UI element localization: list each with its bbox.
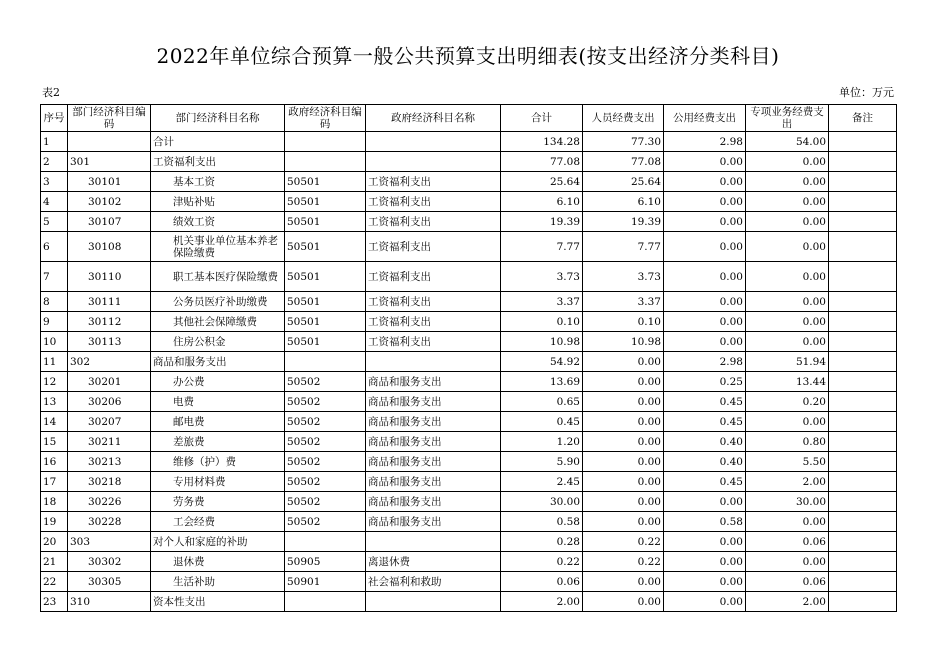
seq-cell: 23 — [41, 592, 68, 612]
total-cell: 0.45 — [501, 412, 583, 432]
dept-name-cell: 住房公积金 — [151, 332, 285, 352]
note-cell — [829, 312, 897, 332]
dept-code-cell: 30211 — [68, 432, 151, 452]
dept-name-cell: 职工基本医疗保险缴费 — [151, 262, 285, 292]
note-cell — [829, 352, 897, 372]
dept-name-cell: 对个人和家庭的补助 — [151, 532, 285, 552]
public-cell: 0.00 — [664, 312, 746, 332]
dept-name-cell: 资本性支出 — [151, 592, 285, 612]
public-cell: 0.00 — [664, 232, 746, 262]
header-total: 合计 — [501, 105, 583, 132]
gov-name-cell: 商品和服务支出 — [366, 412, 501, 432]
note-cell — [829, 432, 897, 452]
expenditure-table — [40, 104, 897, 612]
gov-name-cell — [366, 132, 501, 152]
note-cell — [829, 292, 897, 312]
total-cell: 7.77 — [501, 232, 583, 262]
gov-code-cell: 50502 — [285, 492, 366, 512]
note-cell — [829, 452, 897, 472]
special-cell: 0.00 — [746, 192, 829, 212]
dept-code-cell — [68, 132, 151, 152]
gov-code-cell: 50502 — [285, 372, 366, 392]
note-cell — [829, 552, 897, 572]
dept-name-cell: 公务员医疗补助缴费 — [151, 292, 285, 312]
seq-cell: 9 — [41, 312, 68, 332]
dept-name-cell: 劳务费 — [151, 492, 285, 512]
table-row — [41, 132, 897, 152]
special-cell: 0.00 — [746, 292, 829, 312]
seq-cell: 6 — [41, 232, 68, 262]
dept-code-cell: 30110 — [68, 262, 151, 292]
dept-name-cell: 邮电费 — [151, 412, 285, 432]
public-cell: 0.45 — [664, 392, 746, 412]
gov-name-cell: 离退休费 — [366, 552, 501, 572]
gov-name-cell: 工资福利支出 — [366, 172, 501, 192]
personnel-cell: 6.10 — [583, 192, 664, 212]
special-cell: 0.00 — [746, 172, 829, 192]
table-row — [41, 332, 897, 352]
seq-cell: 4 — [41, 192, 68, 212]
table-row — [41, 262, 897, 292]
seq-cell: 19 — [41, 512, 68, 532]
total-cell: 0.22 — [501, 552, 583, 572]
header-gov-code: 政府经济科目编码 — [285, 105, 366, 132]
seq-cell: 15 — [41, 432, 68, 452]
gov-code-cell: 50501 — [285, 192, 366, 212]
gov-name-cell: 商品和服务支出 — [366, 372, 501, 392]
total-cell: 3.37 — [501, 292, 583, 312]
total-cell: 2.00 — [501, 592, 583, 612]
special-cell: 0.80 — [746, 432, 829, 452]
gov-name-cell: 工资福利支出 — [366, 232, 501, 262]
note-cell — [829, 512, 897, 532]
personnel-cell: 0.00 — [583, 512, 664, 532]
public-cell: 0.00 — [664, 192, 746, 212]
seq-cell: 20 — [41, 532, 68, 552]
gov-code-cell: 50502 — [285, 412, 366, 432]
dept-name-cell: 差旅费 — [151, 432, 285, 452]
gov-code-cell — [285, 532, 366, 552]
gov-code-cell — [285, 592, 366, 612]
special-cell: 2.00 — [746, 472, 829, 492]
header-special: 专项业务经费支出 — [746, 105, 829, 132]
dept-name-cell: 维修（护）费 — [151, 452, 285, 472]
note-cell — [829, 592, 897, 612]
public-cell: 0.00 — [664, 552, 746, 572]
dept-name-cell: 基本工资 — [151, 172, 285, 192]
dept-name-cell: 电费 — [151, 392, 285, 412]
dept-code-cell: 30111 — [68, 292, 151, 312]
special-cell: 0.00 — [746, 232, 829, 262]
special-cell: 0.00 — [746, 152, 829, 172]
special-cell: 0.00 — [746, 412, 829, 432]
special-cell: 30.00 — [746, 492, 829, 512]
dept-code-cell: 302 — [68, 352, 151, 372]
special-cell: 13.44 — [746, 372, 829, 392]
public-cell: 0.00 — [664, 152, 746, 172]
public-cell: 0.45 — [664, 472, 746, 492]
dept-name-cell: 工会经费 — [151, 512, 285, 532]
gov-code-cell: 50502 — [285, 512, 366, 532]
special-cell: 0.00 — [746, 332, 829, 352]
personnel-cell: 3.37 — [583, 292, 664, 312]
personnel-cell: 0.00 — [583, 392, 664, 412]
dept-code-cell: 310 — [68, 592, 151, 612]
special-cell: 0.00 — [746, 312, 829, 332]
total-cell: 0.28 — [501, 532, 583, 552]
public-cell: 0.00 — [664, 332, 746, 352]
total-cell: 10.98 — [501, 332, 583, 352]
total-cell: 25.64 — [501, 172, 583, 192]
dept-name-cell: 津贴补贴 — [151, 192, 285, 212]
gov-name-cell: 社会福利和救助 — [366, 572, 501, 592]
dept-code-cell: 30108 — [68, 232, 151, 262]
personnel-cell: 0.00 — [583, 432, 664, 452]
personnel-cell: 0.22 — [583, 532, 664, 552]
seq-cell: 5 — [41, 212, 68, 232]
dept-code-cell: 30228 — [68, 512, 151, 532]
total-cell: 1.20 — [501, 432, 583, 452]
total-cell: 0.65 — [501, 392, 583, 412]
public-cell: 0.58 — [664, 512, 746, 532]
seq-cell: 11 — [41, 352, 68, 372]
personnel-cell: 3.73 — [583, 262, 664, 292]
dept-name-cell: 机关事业单位基本养老保险缴费 — [151, 232, 285, 262]
gov-code-cell: 50502 — [285, 392, 366, 412]
table-number: 表2 — [42, 86, 60, 99]
public-cell: 0.00 — [664, 292, 746, 312]
note-cell — [829, 152, 897, 172]
header-dept-name: 部门经济科目名称 — [151, 105, 285, 132]
dept-name-cell: 合计 — [151, 132, 285, 152]
header-dept-code: 部门经济科目编码 — [68, 105, 151, 132]
personnel-cell: 25.64 — [583, 172, 664, 192]
table-row — [41, 572, 897, 592]
personnel-cell: 0.00 — [583, 412, 664, 432]
special-cell: 0.06 — [746, 572, 829, 592]
gov-name-cell: 商品和服务支出 — [366, 432, 501, 452]
note-cell — [829, 212, 897, 232]
dept-code-cell: 30207 — [68, 412, 151, 432]
gov-code-cell — [285, 132, 366, 152]
seq-cell: 10 — [41, 332, 68, 352]
dept-code-cell: 30302 — [68, 552, 151, 572]
dept-code-cell: 30101 — [68, 172, 151, 192]
total-cell: 30.00 — [501, 492, 583, 512]
gov-name-cell — [366, 152, 501, 172]
gov-name-cell: 商品和服务支出 — [366, 492, 501, 512]
special-cell: 0.00 — [746, 262, 829, 292]
seq-cell: 2 — [41, 152, 68, 172]
note-cell — [829, 332, 897, 352]
dept-code-cell: 30206 — [68, 392, 151, 412]
total-cell: 77.08 — [501, 152, 583, 172]
public-cell: 0.40 — [664, 452, 746, 472]
dept-code-cell: 30213 — [68, 452, 151, 472]
table-row — [41, 452, 897, 472]
table-row — [41, 512, 897, 532]
unit-label: 单位：万元 — [839, 86, 894, 99]
total-cell: 3.73 — [501, 262, 583, 292]
gov-code-cell: 50501 — [285, 312, 366, 332]
public-cell: 0.00 — [664, 262, 746, 292]
seq-cell: 16 — [41, 452, 68, 472]
seq-cell: 22 — [41, 572, 68, 592]
public-cell: 0.00 — [664, 572, 746, 592]
dept-name-cell: 办公费 — [151, 372, 285, 392]
gov-name-cell: 工资福利支出 — [366, 292, 501, 312]
public-cell: 0.25 — [664, 372, 746, 392]
gov-name-cell: 商品和服务支出 — [366, 392, 501, 412]
gov-name-cell: 工资福利支出 — [366, 312, 501, 332]
header-seq: 序号 — [41, 105, 68, 132]
public-cell: 2.98 — [664, 132, 746, 152]
gov-code-cell: 50901 — [285, 572, 366, 592]
table-row — [41, 192, 897, 212]
table-row — [41, 212, 897, 232]
gov-name-cell: 商品和服务支出 — [366, 452, 501, 472]
special-cell: 0.00 — [746, 512, 829, 532]
dept-code-cell: 30113 — [68, 332, 151, 352]
dept-name-cell: 商品和服务支出 — [151, 352, 285, 372]
table-row — [41, 552, 897, 572]
dept-code-cell: 303 — [68, 532, 151, 552]
gov-name-cell: 商品和服务支出 — [366, 472, 501, 492]
personnel-cell: 0.10 — [583, 312, 664, 332]
gov-code-cell: 50502 — [285, 432, 366, 452]
personnel-cell: 0.00 — [583, 592, 664, 612]
note-cell — [829, 172, 897, 192]
table-row — [41, 412, 897, 432]
table-row — [41, 432, 897, 452]
note-cell — [829, 132, 897, 152]
header-note: 备注 — [829, 105, 897, 132]
total-cell: 6.10 — [501, 192, 583, 212]
total-cell: 54.92 — [501, 352, 583, 372]
note-cell — [829, 492, 897, 512]
table-row — [41, 372, 897, 392]
dept-name-cell: 绩效工资 — [151, 212, 285, 232]
total-cell: 19.39 — [501, 212, 583, 232]
total-cell: 5.90 — [501, 452, 583, 472]
seq-cell: 18 — [41, 492, 68, 512]
public-cell: 0.00 — [664, 172, 746, 192]
note-cell — [829, 262, 897, 292]
seq-cell: 13 — [41, 392, 68, 412]
table-row — [41, 592, 897, 612]
gov-name-cell: 工资福利支出 — [366, 332, 501, 352]
note-cell — [829, 572, 897, 592]
note-cell — [829, 232, 897, 262]
gov-code-cell: 50501 — [285, 292, 366, 312]
gov-name-cell: 工资福利支出 — [366, 212, 501, 232]
seq-cell: 8 — [41, 292, 68, 312]
gov-code-cell — [285, 352, 366, 372]
gov-code-cell — [285, 152, 366, 172]
public-cell: 0.00 — [664, 532, 746, 552]
dept-code-cell: 30218 — [68, 472, 151, 492]
special-cell: 0.00 — [746, 552, 829, 572]
total-cell: 2.45 — [501, 472, 583, 492]
dept-code-cell: 30201 — [68, 372, 151, 392]
note-cell — [829, 472, 897, 492]
page-title: 2022年单位综合预算一般公共预算支出明细表(按支出经济分类科目) — [156, 44, 780, 68]
table-row — [41, 532, 897, 552]
seq-cell: 3 — [41, 172, 68, 192]
dept-name-cell: 生活补助 — [151, 572, 285, 592]
gov-code-cell: 50501 — [285, 232, 366, 262]
table-row — [41, 172, 897, 192]
seq-cell: 17 — [41, 472, 68, 492]
total-cell: 134.28 — [501, 132, 583, 152]
gov-code-cell: 50905 — [285, 552, 366, 572]
public-cell: 0.00 — [664, 212, 746, 232]
note-cell — [829, 392, 897, 412]
total-cell: 13.69 — [501, 372, 583, 392]
gov-name-cell — [366, 352, 501, 372]
dept-code-cell: 30102 — [68, 192, 151, 212]
gov-name-cell: 工资福利支出 — [366, 262, 501, 292]
gov-code-cell: 50501 — [285, 212, 366, 232]
seq-cell: 1 — [41, 132, 68, 152]
note-cell — [829, 532, 897, 552]
total-cell: 0.06 — [501, 572, 583, 592]
public-cell: 2.98 — [664, 352, 746, 372]
special-cell: 0.00 — [746, 212, 829, 232]
note-cell — [829, 372, 897, 392]
special-cell: 5.50 — [746, 452, 829, 472]
dept-name-cell: 退休费 — [151, 552, 285, 572]
special-cell: 2.00 — [746, 592, 829, 612]
personnel-cell: 77.08 — [583, 152, 664, 172]
special-cell: 0.20 — [746, 392, 829, 412]
public-cell: 0.00 — [664, 492, 746, 512]
table-row — [41, 472, 897, 492]
note-cell — [829, 412, 897, 432]
special-cell: 0.06 — [746, 532, 829, 552]
gov-code-cell: 50501 — [285, 172, 366, 192]
seq-cell: 21 — [41, 552, 68, 572]
personnel-cell: 0.00 — [583, 372, 664, 392]
header-personnel: 人员经费支出 — [583, 105, 664, 132]
seq-cell: 14 — [41, 412, 68, 432]
public-cell: 0.00 — [664, 592, 746, 612]
personnel-cell: 10.98 — [583, 332, 664, 352]
header-public: 公用经费支出 — [664, 105, 746, 132]
total-cell: 0.58 — [501, 512, 583, 532]
table-row — [41, 492, 897, 512]
dept-name-cell: 其他社会保障缴费 — [151, 312, 285, 332]
dept-name-cell: 专用材料费 — [151, 472, 285, 492]
note-cell — [829, 192, 897, 212]
public-cell: 0.40 — [664, 432, 746, 452]
personnel-cell: 0.00 — [583, 452, 664, 472]
table-row — [41, 232, 897, 262]
special-cell: 51.94 — [746, 352, 829, 372]
seq-cell: 7 — [41, 262, 68, 292]
table-row — [41, 292, 897, 312]
dept-code-cell: 301 — [68, 152, 151, 172]
gov-code-cell: 50501 — [285, 262, 366, 292]
table-row — [41, 352, 897, 372]
personnel-cell: 19.39 — [583, 212, 664, 232]
table-header-row — [41, 105, 897, 132]
personnel-cell: 0.00 — [583, 352, 664, 372]
seq-cell: 12 — [41, 372, 68, 392]
personnel-cell: 0.00 — [583, 572, 664, 592]
total-cell: 0.10 — [501, 312, 583, 332]
dept-code-cell: 30305 — [68, 572, 151, 592]
gov-code-cell: 50501 — [285, 332, 366, 352]
gov-code-cell: 50502 — [285, 452, 366, 472]
dept-code-cell: 30226 — [68, 492, 151, 512]
personnel-cell: 0.22 — [583, 552, 664, 572]
dept-name-cell: 工资福利支出 — [151, 152, 285, 172]
personnel-cell: 0.00 — [583, 472, 664, 492]
header-gov-name: 政府经济科目名称 — [366, 105, 501, 132]
table-row — [41, 392, 897, 412]
dept-code-cell: 30112 — [68, 312, 151, 332]
table-row — [41, 152, 897, 172]
gov-name-cell: 商品和服务支出 — [366, 512, 501, 532]
table-row — [41, 312, 897, 332]
gov-code-cell: 50502 — [285, 472, 366, 492]
gov-name-cell: 工资福利支出 — [366, 192, 501, 212]
special-cell: 54.00 — [746, 132, 829, 152]
gov-name-cell — [366, 592, 501, 612]
personnel-cell: 0.00 — [583, 492, 664, 512]
dept-code-cell: 30107 — [68, 212, 151, 232]
public-cell: 0.45 — [664, 412, 746, 432]
personnel-cell: 7.77 — [583, 232, 664, 262]
gov-name-cell — [366, 532, 501, 552]
personnel-cell: 77.30 — [583, 132, 664, 152]
